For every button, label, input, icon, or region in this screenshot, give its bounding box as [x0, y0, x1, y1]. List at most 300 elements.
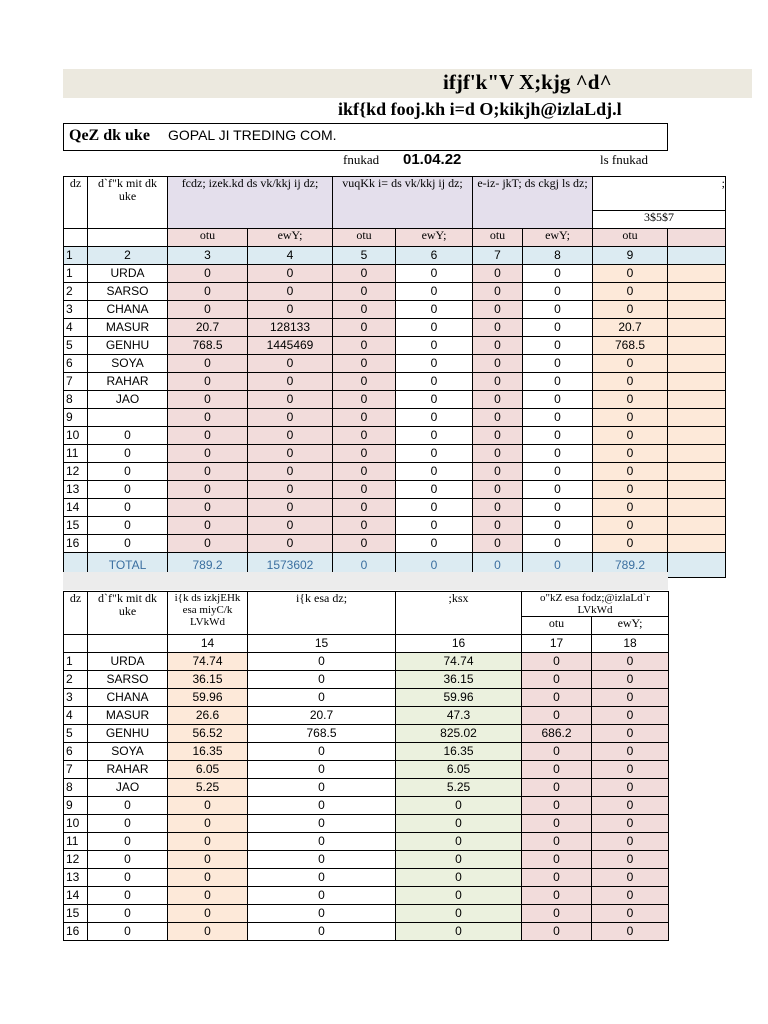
value-cell-blank: [668, 499, 726, 517]
crop-name: 0: [88, 463, 168, 481]
value-cell: 0: [473, 445, 523, 463]
value-cell: 0: [168, 283, 248, 301]
column-number: 14: [168, 635, 248, 653]
value-cell: 0: [522, 707, 592, 725]
value-cell: 26.6: [168, 707, 248, 725]
value-cell: 0: [168, 391, 248, 409]
table-row: [64, 779, 669, 797]
value-cell: 0: [168, 851, 248, 869]
value-cell: 0: [523, 445, 593, 463]
value-cell: 0: [396, 517, 473, 535]
qty-header: otu: [168, 229, 248, 247]
row-number: 1: [64, 653, 88, 671]
value-cell: 0: [248, 517, 333, 535]
value-cell: 0: [396, 373, 473, 391]
value-cell: 0: [522, 653, 592, 671]
value-cell: 0: [523, 535, 593, 553]
value-cell: 0: [248, 833, 396, 851]
table-row: [64, 535, 726, 553]
value-cell: 0: [396, 319, 473, 337]
value-cell: 0: [248, 355, 333, 373]
amount-header: ewY;: [396, 229, 473, 247]
group-license-header: vuqKk i= ds vk/kkj ij dz;: [333, 177, 473, 229]
value-cell: 0: [168, 409, 248, 427]
value-cell: 0: [593, 445, 668, 463]
value-cell-blank: [668, 481, 726, 499]
column-number: 15: [248, 635, 396, 653]
value-cell: 0: [593, 391, 668, 409]
value-cell: 0: [396, 905, 522, 923]
value-cell: 0: [593, 535, 668, 553]
row-number: 5: [64, 337, 88, 355]
crop-name: 0: [88, 427, 168, 445]
value-cell: 768.5: [248, 725, 396, 743]
table-row: [64, 887, 669, 905]
crop-name: SOYA: [88, 355, 168, 373]
value-cell: 768.5: [168, 337, 248, 355]
qty-header: otu: [473, 229, 523, 247]
value-cell: 0: [168, 797, 248, 815]
value-cell: 0: [168, 815, 248, 833]
value-cell-blank: [668, 355, 726, 373]
value-cell: 0: [396, 815, 522, 833]
column-number: 7: [473, 247, 523, 265]
value-cell: 16.35: [168, 743, 248, 761]
total-value: 0: [333, 553, 396, 578]
table-row: [64, 463, 726, 481]
value-cell: 0: [248, 499, 333, 517]
crop-name: URDA: [88, 265, 168, 283]
value-cell: 0: [396, 869, 522, 887]
crop-name: 0: [88, 869, 168, 887]
value-cell: 20.7: [168, 319, 248, 337]
value-cell: 0: [333, 463, 396, 481]
value-cell: 20.7: [248, 707, 396, 725]
value-cell: 0: [592, 905, 669, 923]
to-date-label: ls fnukad: [600, 152, 649, 167]
value-cell: 0: [333, 301, 396, 319]
crop-name: 0: [88, 905, 168, 923]
value-cell: 0: [522, 779, 592, 797]
table-row: [64, 923, 669, 941]
value-cell: 0: [522, 905, 592, 923]
col-no-header: dz: [64, 592, 88, 635]
value-cell: 0: [396, 463, 473, 481]
table-row: [64, 337, 726, 355]
value-cell: 36.15: [396, 671, 522, 689]
value-cell: 0: [248, 923, 396, 941]
value-cell: 56.52: [168, 725, 248, 743]
table-row: [64, 319, 726, 337]
row-number: 2: [64, 283, 88, 301]
group-total-formula: 3$5$7: [593, 211, 726, 229]
opening-stock-header: i{k ds izkjEHk esa miyC/k LVkWd: [168, 592, 248, 635]
value-cell: 0: [248, 445, 333, 463]
crop-name: 0: [88, 923, 168, 941]
value-cell: 0: [523, 355, 593, 373]
row-number: 9: [64, 797, 88, 815]
row-number: 8: [64, 391, 88, 409]
title-band: [63, 69, 752, 98]
total-value: 0: [396, 553, 473, 578]
value-cell: 0: [168, 887, 248, 905]
value-cell-blank: [668, 463, 726, 481]
value-cell: 0: [473, 301, 523, 319]
value-cell: 0: [473, 517, 523, 535]
value-cell: 0: [333, 391, 396, 409]
table-row: [64, 689, 669, 707]
row-number: 16: [64, 923, 88, 941]
value-cell: 36.15: [168, 671, 248, 689]
row-number: 12: [64, 851, 88, 869]
stock-table: [63, 591, 669, 941]
column-number-row: [64, 247, 726, 265]
crop-name: 0: [88, 851, 168, 869]
value-cell: 0: [593, 427, 668, 445]
table-row: [64, 355, 726, 373]
value-cell: 0: [396, 301, 473, 319]
value-cell: 74.74: [396, 653, 522, 671]
row-number: 3: [64, 301, 88, 319]
value-cell: 0: [593, 283, 668, 301]
value-cell-blank: [668, 319, 726, 337]
value-cell-blank: [668, 265, 726, 283]
crop-name: MASUR: [88, 707, 168, 725]
column-number-row: [64, 635, 669, 653]
row-number: 16: [64, 535, 88, 553]
value-cell: 0: [522, 671, 592, 689]
value-cell: 6.05: [396, 761, 522, 779]
firm-label: QeZ dk uke: [69, 127, 150, 144]
table-row: [64, 869, 669, 887]
value-cell: 0: [248, 815, 396, 833]
value-cell: 0: [593, 355, 668, 373]
purchase-table: [63, 176, 726, 578]
value-cell: 47.3: [396, 707, 522, 725]
row-number: 7: [64, 373, 88, 391]
table-row: [64, 517, 726, 535]
amount-header: ewY;: [248, 229, 333, 247]
row-number: 6: [64, 355, 88, 373]
firm-name: GOPAL JI TREDING COM.: [168, 127, 337, 143]
value-cell: 0: [168, 481, 248, 499]
row-number: 7: [64, 761, 88, 779]
value-cell: 0: [592, 815, 669, 833]
amount-header: ewY;: [592, 617, 669, 635]
value-cell: 0: [396, 445, 473, 463]
value-cell: 20.7: [593, 319, 668, 337]
table-row: [64, 905, 669, 923]
value-cell-blank: [668, 373, 726, 391]
value-cell-blank: [668, 337, 726, 355]
qty-header: otu: [593, 229, 668, 247]
column-number: 17: [522, 635, 592, 653]
value-cell: 0: [248, 743, 396, 761]
crop-name: SARSO: [88, 283, 168, 301]
value-cell: 0: [592, 689, 669, 707]
value-cell: 0: [592, 779, 669, 797]
value-cell: 0: [333, 373, 396, 391]
value-cell: 0: [473, 337, 523, 355]
crop-name: 0: [88, 499, 168, 517]
value-cell-blank: [668, 301, 726, 319]
crop-name: RAHAR: [88, 761, 168, 779]
column-number-blank: [64, 635, 88, 653]
group-outside-state-header: e-iz- jkT; ds ckgj ls dz;: [473, 177, 593, 229]
value-cell: 0: [522, 689, 592, 707]
crop-name: MASUR: [88, 319, 168, 337]
crop-name: 0: [88, 535, 168, 553]
value-cell: 0: [473, 355, 523, 373]
value-cell: 0: [593, 265, 668, 283]
value-cell: 0: [168, 445, 248, 463]
value-cell: 0: [523, 373, 593, 391]
total-blank: [668, 553, 726, 578]
value-cell: 0: [396, 923, 522, 941]
value-cell: 0: [396, 391, 473, 409]
report-subtitle: ikf{kd fooj.kh i=d O;kikjh@izlaLdj.l: [338, 99, 622, 119]
value-cell: 0: [592, 707, 669, 725]
table-row: [64, 301, 726, 319]
value-cell: 0: [523, 463, 593, 481]
value-cell: 686.2: [522, 725, 592, 743]
value-cell: 0: [168, 499, 248, 517]
column-number: 2: [88, 247, 168, 265]
value-cell: 0: [168, 923, 248, 941]
table-row: [64, 851, 669, 869]
value-cell: 0: [522, 869, 592, 887]
crop-name: SOYA: [88, 743, 168, 761]
value-cell: 1445469: [248, 337, 333, 355]
crop-name: CHANA: [88, 689, 168, 707]
value-cell: 0: [592, 797, 669, 815]
value-cell: 0: [593, 517, 668, 535]
table-row: [64, 707, 669, 725]
table-row: [64, 499, 726, 517]
value-cell: 0: [248, 391, 333, 409]
value-cell: 0: [248, 283, 333, 301]
group-sale-certificate-header: fcdz; izek.kd ds vk/kkj ij dz;: [168, 177, 333, 229]
row-number: 15: [64, 905, 88, 923]
value-cell: 59.96: [396, 689, 522, 707]
crop-name: GENHU: [88, 337, 168, 355]
value-cell: 0: [248, 851, 396, 869]
value-cell: 0: [248, 869, 396, 887]
crop-name: RAHAR: [88, 373, 168, 391]
row-number: 12: [64, 463, 88, 481]
value-cell: 0: [473, 535, 523, 553]
value-cell: 0: [473, 283, 523, 301]
row-number: 3: [64, 689, 88, 707]
crop-name: CHANA: [88, 301, 168, 319]
value-cell: 0: [333, 427, 396, 445]
total-value: 0: [523, 553, 593, 578]
stock-table-wrapper: [63, 591, 668, 941]
value-cell: 0: [248, 761, 396, 779]
value-cell: 0: [592, 887, 669, 905]
crop-name: GENHU: [88, 725, 168, 743]
value-cell: 0: [522, 815, 592, 833]
column-number-blank: [668, 247, 726, 265]
row-number: 5: [64, 725, 88, 743]
value-cell-blank: [668, 391, 726, 409]
total-value: 1573602: [248, 553, 333, 578]
value-cell: 0: [592, 869, 669, 887]
value-cell: 0: [473, 499, 523, 517]
value-cell: 0: [523, 427, 593, 445]
value-cell: 0: [593, 463, 668, 481]
column-number: 18: [592, 635, 669, 653]
value-cell: 74.74: [168, 653, 248, 671]
crop-name: 0: [88, 481, 168, 499]
value-cell: 0: [396, 283, 473, 301]
value-cell: 0: [523, 337, 593, 355]
value-cell: 0: [593, 481, 668, 499]
row-number: 9: [64, 409, 88, 427]
table-row: [64, 815, 669, 833]
firm-box: [63, 123, 668, 151]
crop-name: URDA: [88, 653, 168, 671]
value-cell: 0: [333, 481, 396, 499]
value-cell: 128133: [248, 319, 333, 337]
total-value: 789.2: [168, 553, 248, 578]
row-number: 13: [64, 869, 88, 887]
value-cell: 0: [473, 319, 523, 337]
value-cell: 768.5: [593, 337, 668, 355]
value-cell: 0: [333, 517, 396, 535]
value-cell: 0: [168, 427, 248, 445]
table-row: [64, 481, 726, 499]
value-cell: 0: [592, 653, 669, 671]
row-number: 10: [64, 815, 88, 833]
crop-name: [88, 409, 168, 427]
sold-processed-header: o"kZ esa fodz;@izlaLd`r LVkWd: [522, 592, 669, 617]
row-number: 14: [64, 499, 88, 517]
column-number: 16: [396, 635, 522, 653]
value-cell: 0: [248, 887, 396, 905]
value-cell: 0: [248, 671, 396, 689]
row-number: 13: [64, 481, 88, 499]
value-cell: 0: [168, 355, 248, 373]
value-cell: 0: [168, 463, 248, 481]
value-cell: 0: [523, 283, 593, 301]
value-cell: 0: [473, 481, 523, 499]
value-cell: 0: [592, 923, 669, 941]
value-cell: 0: [592, 743, 669, 761]
value-cell: 0: [396, 481, 473, 499]
row-number: 14: [64, 887, 88, 905]
value-cell: 5.25: [168, 779, 248, 797]
value-cell-blank: [668, 427, 726, 445]
value-cell: 0: [168, 905, 248, 923]
value-cell: 0: [168, 535, 248, 553]
value-cell: 0: [593, 499, 668, 517]
date-label: fnukad: [343, 152, 380, 167]
value-cell: 0: [168, 833, 248, 851]
value-cell: 825.02: [396, 725, 522, 743]
value-cell: 0: [333, 283, 396, 301]
value-cell: 0: [592, 761, 669, 779]
amount-header: ewY;: [523, 229, 593, 247]
purchase-table-wrapper: [63, 176, 726, 578]
value-cell: 0: [248, 653, 396, 671]
col-crop-header: d`f"k mit dk uke: [88, 592, 168, 635]
value-cell: 0: [248, 689, 396, 707]
table-row: [64, 283, 726, 301]
value-cell: 0: [473, 409, 523, 427]
value-cell: 0: [523, 301, 593, 319]
table-row: [64, 653, 669, 671]
value-cell: 0: [523, 499, 593, 517]
value-cell: 0: [593, 301, 668, 319]
crop-name: 0: [88, 445, 168, 463]
value-cell: 0: [248, 301, 333, 319]
crop-name: 0: [88, 517, 168, 535]
column-number: 6: [396, 247, 473, 265]
row-number: 11: [64, 833, 88, 851]
value-cell: 0: [168, 265, 248, 283]
crop-name: 0: [88, 815, 168, 833]
group-total-header: ;: [593, 177, 726, 211]
crop-name: 0: [88, 797, 168, 815]
value-cell: 0: [396, 265, 473, 283]
value-cell: 0: [592, 725, 669, 743]
column-number: 8: [523, 247, 593, 265]
period-purchase-header: i{k esa dz;: [248, 592, 396, 635]
value-cell-blank: [668, 409, 726, 427]
value-cell-blank: [668, 517, 726, 535]
value-cell: 0: [248, 481, 333, 499]
value-cell-blank: [668, 283, 726, 301]
date-value: 01.04.22: [403, 151, 462, 168]
value-cell: 0: [473, 427, 523, 445]
value-cell: 0: [168, 869, 248, 887]
table-row: [64, 391, 726, 409]
column-number: 3: [168, 247, 248, 265]
value-cell: 0: [248, 427, 333, 445]
total-value: 0: [473, 553, 523, 578]
value-cell: 6.05: [168, 761, 248, 779]
value-cell: 0: [396, 887, 522, 905]
row-number: 8: [64, 779, 88, 797]
section-separator: [63, 572, 668, 590]
table-row: [64, 373, 726, 391]
value-cell: 0: [248, 463, 333, 481]
value-cell: 0: [473, 463, 523, 481]
column-number: 1: [64, 247, 88, 265]
sum-header: ;ksx: [396, 592, 522, 635]
value-cell: 0: [248, 409, 333, 427]
row-number: 4: [64, 319, 88, 337]
report-title: ifjf'k"V X;kjg ^d^: [443, 70, 612, 94]
column-number: 9: [593, 247, 668, 265]
value-cell: 0: [248, 373, 333, 391]
row-number: 6: [64, 743, 88, 761]
value-cell: 0: [168, 301, 248, 319]
table-row: [64, 797, 669, 815]
row-number: 2: [64, 671, 88, 689]
row-number: 15: [64, 517, 88, 535]
value-cell: 0: [522, 851, 592, 869]
value-cell-blank: [668, 445, 726, 463]
col-no-header: dz: [64, 177, 88, 229]
table-row: [64, 743, 669, 761]
value-cell: 0: [592, 671, 669, 689]
value-cell: 0: [333, 265, 396, 283]
value-cell: 0: [248, 779, 396, 797]
value-cell: 0: [522, 923, 592, 941]
value-cell: 0: [333, 409, 396, 427]
